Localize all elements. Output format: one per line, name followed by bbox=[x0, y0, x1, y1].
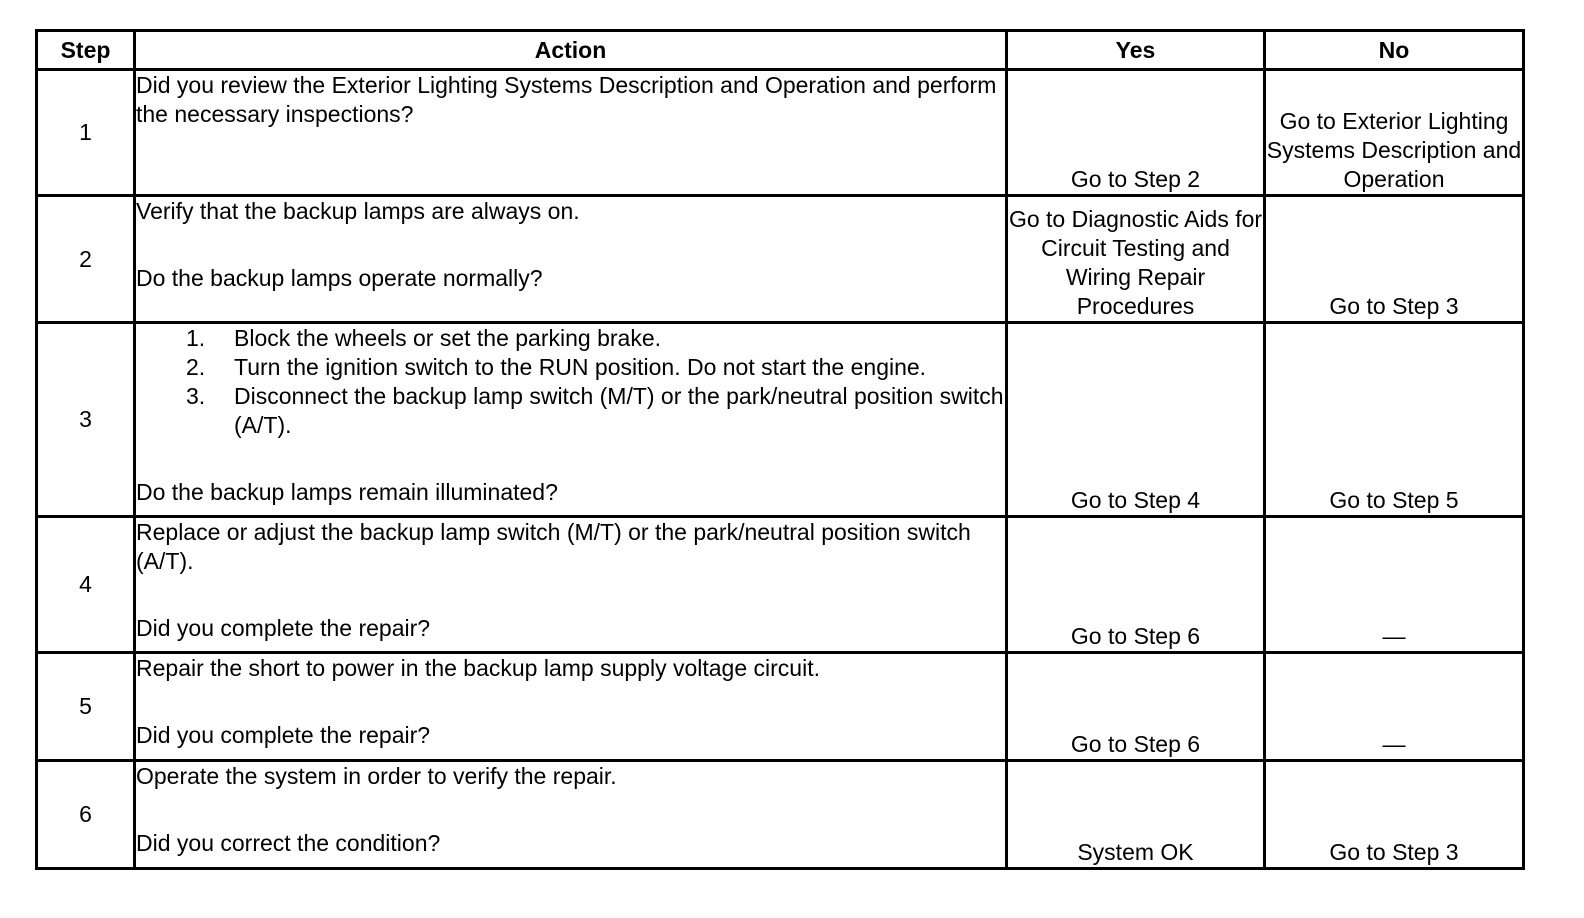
substep-number: 3. bbox=[186, 383, 206, 409]
action-text: Verify that the backup lamps are always on. bbox=[136, 198, 580, 224]
step-number: 3 bbox=[37, 323, 135, 517]
substep-item bbox=[136, 382, 1005, 440]
action-text: Repair the short to power in the backup lamp supply voltage circuit. bbox=[136, 655, 820, 681]
action-text: Operate the system in order to verify the repair. bbox=[136, 763, 617, 789]
table-row bbox=[37, 761, 1524, 869]
step-number: 1 bbox=[37, 70, 135, 196]
substep-item bbox=[136, 324, 1005, 353]
table-row bbox=[37, 323, 1524, 517]
no-cell: Go to Step 5 bbox=[1265, 323, 1524, 517]
action-cell bbox=[135, 196, 1007, 323]
substep-number: 2. bbox=[186, 354, 206, 380]
no-cell: — bbox=[1265, 517, 1524, 653]
no-cell: Go to Exterior Lighting Systems Description and Operation bbox=[1265, 70, 1524, 196]
table-row bbox=[37, 70, 1524, 196]
action-text: Replace or adjust the backup lamp switch (M/T) or the park/neutral position switch (A/T). bbox=[136, 519, 971, 574]
substep-number: 1. bbox=[186, 325, 206, 351]
header-yes: Yes bbox=[1007, 31, 1265, 70]
substep-text: Block the wheels or set the parking brake. bbox=[234, 325, 662, 351]
action-question: Did you complete the repair? bbox=[136, 722, 431, 748]
step-number: 5 bbox=[37, 653, 135, 761]
yes-cell: Go to Step 2 bbox=[1007, 70, 1265, 196]
header-no: No bbox=[1265, 31, 1524, 70]
yes-cell: Go to Step 4 bbox=[1007, 323, 1265, 517]
action-text: Did you review the Exterior Lighting Systems Description and Operation and perform the necessary inspections? bbox=[136, 72, 997, 127]
step-number: 2 bbox=[37, 196, 135, 323]
yes-cell: Go to Step 6 bbox=[1007, 517, 1265, 653]
no-cell: — bbox=[1265, 653, 1524, 761]
step-number: 6 bbox=[37, 761, 135, 869]
yes-cell: System OK bbox=[1007, 761, 1265, 869]
header-action: Action bbox=[135, 31, 1007, 70]
substep-list bbox=[136, 324, 1005, 440]
action-question: Did you complete the repair? bbox=[136, 615, 431, 641]
substep-item bbox=[136, 353, 1005, 382]
yes-cell: Go to Step 6 bbox=[1007, 653, 1265, 761]
action-question: Do the backup lamps operate normally? bbox=[136, 265, 543, 291]
table-row bbox=[37, 653, 1524, 761]
action-question: Do the backup lamps remain illuminated? bbox=[136, 479, 558, 505]
header-step: Step bbox=[37, 31, 135, 70]
no-cell: Go to Step 3 bbox=[1265, 761, 1524, 869]
table-row bbox=[37, 196, 1524, 323]
action-question: Did you correct the condition? bbox=[136, 830, 441, 856]
action-cell bbox=[135, 323, 1007, 517]
diagnostic-table bbox=[35, 29, 1525, 870]
action-cell bbox=[135, 70, 1007, 196]
step-number: 4 bbox=[37, 517, 135, 653]
substep-text: Turn the ignition switch to the RUN position. Do not start the engine. bbox=[234, 354, 927, 380]
yes-cell: Go to Diagnostic Aids for Circuit Testing and Wiring Repair Procedures bbox=[1007, 196, 1265, 323]
action-cell bbox=[135, 761, 1007, 869]
no-cell: Go to Step 3 bbox=[1265, 196, 1524, 323]
table-row bbox=[37, 517, 1524, 653]
action-cell bbox=[135, 653, 1007, 761]
header-row bbox=[37, 31, 1524, 70]
substep-text: Disconnect the backup lamp switch (M/T) or the park/neutral position switch (A/T). bbox=[234, 383, 1004, 438]
action-cell bbox=[135, 517, 1007, 653]
